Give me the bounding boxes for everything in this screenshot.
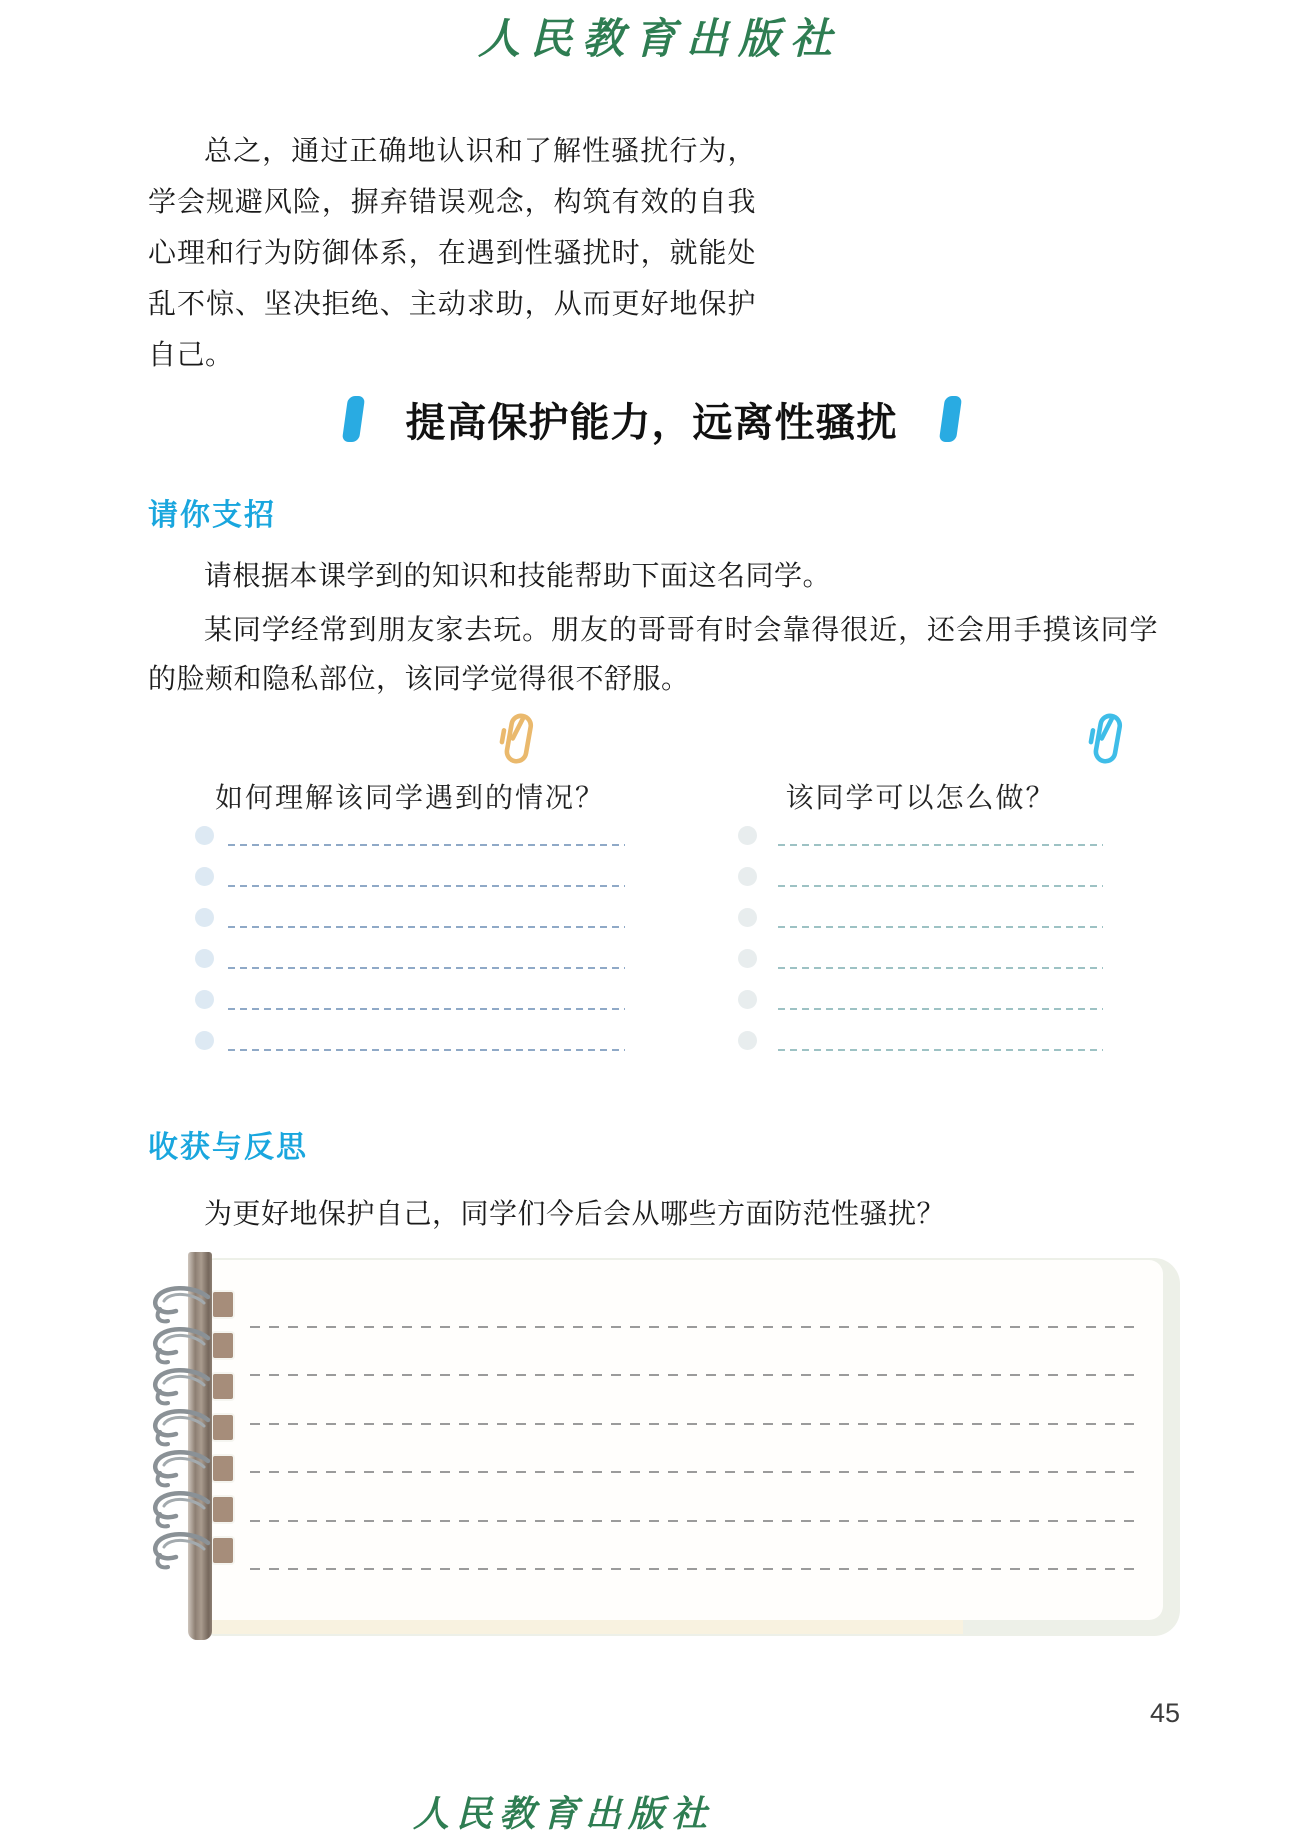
- publisher-logo-top: 人民教育出版社: [478, 14, 843, 63]
- paperclip-icon: [1081, 705, 1132, 777]
- answer-row: [738, 1026, 1103, 1067]
- paperclip-icon: [492, 705, 543, 777]
- bullet-circle: [195, 867, 214, 886]
- answer-row: [195, 821, 625, 862]
- notebook-blank-line: [250, 1423, 1140, 1425]
- bullet-circle: [738, 908, 757, 927]
- right-answer-area: [738, 821, 1103, 1067]
- answer-blank-line: [228, 844, 625, 846]
- bullet-circle: [738, 867, 757, 886]
- answer-row: [195, 862, 625, 903]
- bullet-circle: [195, 990, 214, 1009]
- notebook-blank-line: [250, 1520, 1140, 1522]
- bullet-circle: [738, 826, 757, 845]
- notebook-blank-line: [250, 1374, 1140, 1376]
- notebook-blank-line: [250, 1471, 1140, 1473]
- intro-paragraph: 总之，通过正确地认识和了解性骚扰行为，学会规避风险，摒弃错误观念，构筑有效的自我心理和行为防御体系，在遇到性骚扰时，就能处乱不惊、坚决拒绝、主动求助，从而更好地保护自己。: [148, 136, 756, 371]
- answer-row: [195, 1026, 625, 1067]
- advice-instruction: 请根据本课学到的知识和技能帮助下面这名同学。: [204, 561, 832, 592]
- spiral-coil-icon: [146, 1406, 226, 1450]
- notebook-paper: [205, 1260, 1163, 1620]
- answer-blank-line: [228, 885, 625, 887]
- advice-scenario: 某同学经常到朋友家去玩。朋友的哥哥有时会靠得很近，还会用手摸该同学的脸颊和隐私部位，该同学觉得很不舒服。: [148, 615, 1158, 695]
- left-column-question: 如何理解该同学遇到的情况？: [214, 781, 605, 814]
- spiral-coil-icon: [146, 1488, 226, 1532]
- spiral-coil-icon: [146, 1529, 226, 1573]
- bullet-circle: [738, 949, 757, 968]
- answer-blank-line: [778, 1008, 1103, 1010]
- spiral-coil-icon: [146, 1283, 226, 1327]
- answer-blank-line: [228, 967, 625, 969]
- bullet-circle: [195, 949, 214, 968]
- notebook-writing-area: [140, 1250, 1185, 1648]
- answer-blank-line: [778, 926, 1103, 928]
- title-bracket-right-icon: [938, 396, 961, 442]
- right-column-question: 该同学可以怎么做？: [785, 781, 1056, 814]
- notebook-blank-line: [250, 1568, 1140, 1570]
- bullet-circle: [738, 1031, 757, 1050]
- answer-row: [195, 944, 625, 985]
- answer-blank-line: [778, 885, 1103, 887]
- spiral-coil-icon: [146, 1365, 226, 1409]
- title-bracket-left-icon: [341, 396, 364, 442]
- answer-row: [738, 944, 1103, 985]
- bullet-circle: [195, 1031, 214, 1050]
- notebook-bottom-strip: [205, 1620, 963, 1634]
- left-answer-area: [195, 821, 625, 1067]
- answer-row: [738, 985, 1103, 1026]
- answer-row: [738, 903, 1103, 944]
- bullet-circle: [195, 826, 214, 845]
- reflection-heading: 收获与反思: [148, 1131, 308, 1164]
- answer-blank-line: [228, 1008, 625, 1010]
- answer-row: [195, 903, 625, 944]
- answer-row: [738, 821, 1103, 862]
- reflection-question: 为更好地保护自己，同学们今后会从哪些方面防范性骚扰？: [204, 1199, 946, 1230]
- section-heading: [0, 394, 1303, 444]
- spiral-coil-icon: [146, 1324, 226, 1368]
- notebook-blank-line: [250, 1326, 1140, 1328]
- answer-blank-line: [778, 967, 1103, 969]
- answer-blank-line: [778, 1049, 1103, 1051]
- answer-blank-line: [778, 844, 1103, 846]
- answer-blank-line: [228, 1049, 625, 1051]
- section-title: 提高保护能力，远离性骚扰: [405, 399, 898, 445]
- answer-row: [195, 985, 625, 1026]
- publisher-logo-bottom: 人民教育出版社: [413, 1793, 715, 1835]
- bullet-circle: [195, 908, 214, 927]
- page-number: 45: [1150, 1698, 1181, 1728]
- bullet-circle: [738, 990, 757, 1009]
- answer-row: [738, 862, 1103, 903]
- spiral-coil-icon: [146, 1447, 226, 1491]
- advice-heading: 请你支招: [148, 499, 276, 532]
- answer-blank-line: [228, 926, 625, 928]
